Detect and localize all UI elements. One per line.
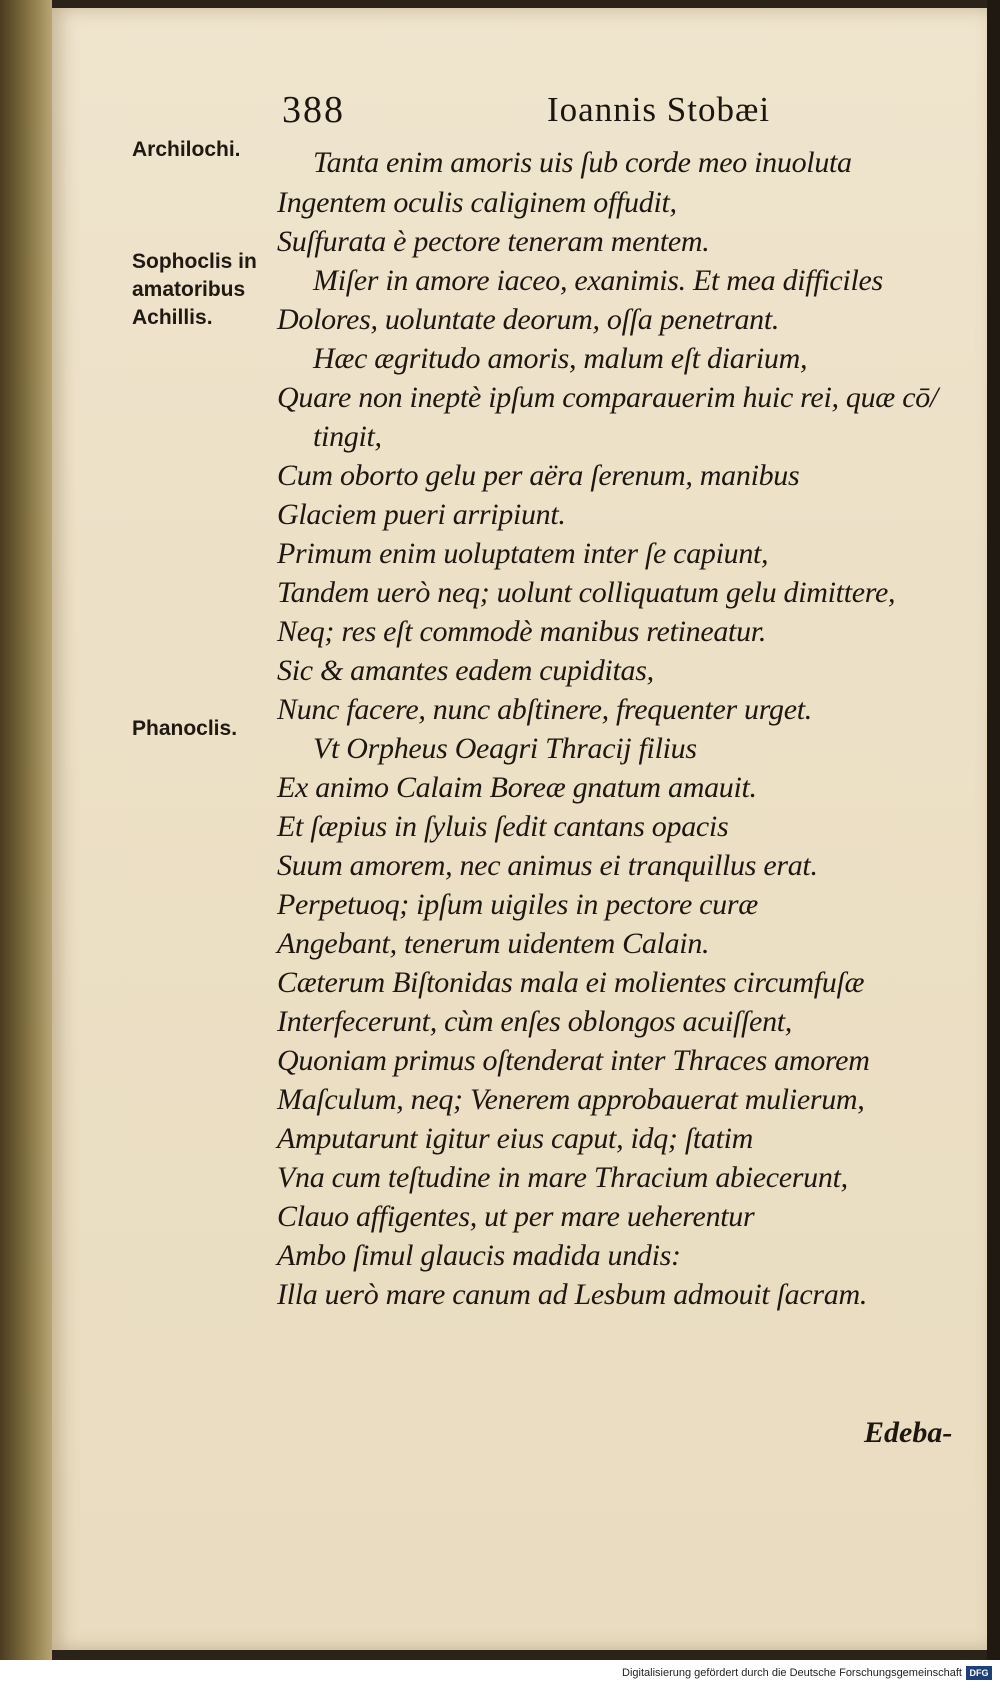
page-number: 388 (282, 89, 345, 131)
text-line: Vt Orpheus Oeagri Thracij filius (313, 732, 697, 765)
side-note-phanoclis: Phanoclis. (132, 717, 238, 740)
dfg-logo-icon: DFG (966, 1666, 992, 1680)
text-line: Cæterum Biſtonidas mala ei molientes circumfuſæ (277, 966, 865, 999)
text-line: Angebant, tenerum uidentem Calain. (277, 927, 710, 960)
text-line: Dolores, uoluntate deorum, oſſa penetrant. (277, 303, 780, 336)
text-line: Perpetuoq; ipſum uigiles in pectore curæ (277, 888, 758, 921)
text-line: Sic & amantes eadem cupiditas, (277, 654, 654, 687)
text-line: Neq; res eſt commodè manibus retineatur. (277, 615, 767, 648)
text-line: Suſfurata è pectore teneram mentem. (277, 225, 710, 258)
text-line: tingit, (313, 420, 382, 453)
text-line: Maſculum, neq; Venerem approbauerat mulierum, (277, 1083, 865, 1116)
text-line: Amputarunt igitur eius caput, idq; ſtatim (277, 1122, 754, 1155)
text-line: Miſer in amore iaceo, exanimis. Et mea difficiles (313, 264, 883, 297)
side-note-archilochi: Archilochi. (132, 138, 241, 161)
text-line: Primum enim uoluptatem inter ſe capiunt, (277, 537, 769, 570)
header-title: Ioannis Stobæi (547, 90, 771, 129)
text-line: Cum oborto gelu per aëra ſerenum, manibus (277, 459, 800, 492)
footer-credit: Digitalisierung gefördert durch die Deutsche Forschungsgemeinschaft (622, 1667, 962, 1679)
text-line: Interfecerunt, cùm enſes oblongos acuiſſent, (277, 1005, 793, 1038)
scan-right-edge (987, 0, 1000, 1660)
text-line: Suum amorem, nec animus ei tranquillus erat. (277, 849, 818, 882)
text-line: Ex animo Calaim Boreæ gnatum amauit. (277, 771, 757, 804)
catchword: Edeba- (864, 1416, 953, 1449)
text-line: Ambo ſimul glaucis madida undis: (277, 1239, 681, 1272)
side-note-sophoclis: Sophoclis in amatoribus Achillis. (132, 250, 257, 329)
text-line: Illa uerò mare canum ad Lesbum admouit ſacram. (277, 1278, 868, 1311)
text-line: Quare non ineptè ipſum comparauerim huic rei, quæ cō/ (277, 381, 938, 414)
text-line: Nunc facere, nunc abſtinere, frequenter urget. (277, 693, 812, 726)
text-line: Vna cum teſtudine in mare Thracium abiecerunt, (277, 1161, 848, 1194)
digitization-footer (0, 1660, 1000, 1688)
book-gutter (0, 0, 52, 1660)
text-line: Tanta enim amoris uis ſub corde meo inuoluta (313, 146, 852, 179)
book-page (52, 8, 987, 1650)
text-line: Clauo affigentes, ut per mare ueherentur (277, 1200, 755, 1233)
running-head (282, 88, 902, 138)
text-line: Tandem uerò neq; uolunt colliquatum gelu dimittere, (277, 576, 896, 609)
text-line: Ingentem oculis caliginem offudit, (277, 186, 677, 219)
text-line: Quoniam primus oſtenderat inter Thraces amorem (277, 1044, 870, 1077)
text-line: Glaciem pueri arripiunt. (277, 498, 566, 531)
text-line: Hæc ægritudo amoris, malum eſt diarium, (313, 342, 808, 375)
text-line: Et ſæpius in ſyluis ſedit cantans opacis (277, 810, 729, 843)
